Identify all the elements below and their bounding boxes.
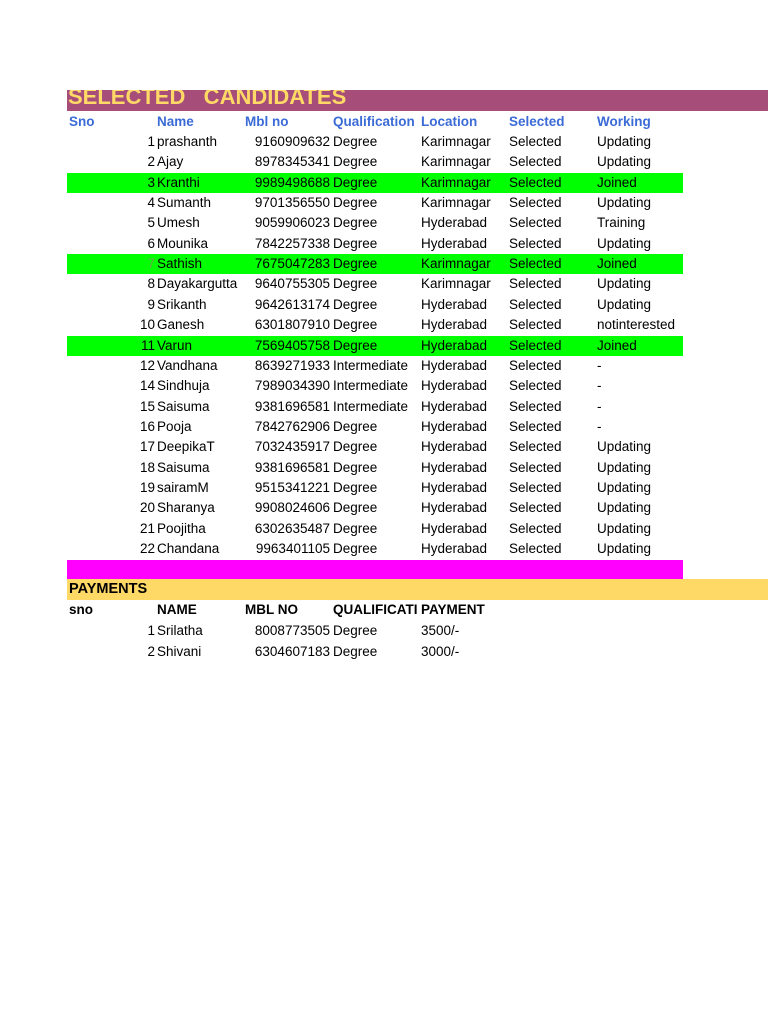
payment-cell-qualification: Degree (333, 644, 378, 659)
cell-name: Sathish (157, 256, 203, 271)
cell-name: Chandana (157, 541, 220, 556)
cell-mobile: 9989498688 (254, 175, 330, 190)
cell-location: Hyderabad (421, 378, 488, 393)
header-location: Location (421, 114, 478, 129)
cell-selected: Selected (509, 195, 562, 210)
cell-sno: 11 (140, 338, 155, 353)
cell-working: Updating (597, 541, 652, 556)
cell-location: Hyderabad (421, 521, 488, 536)
payments-title: PAYMENTS (69, 581, 148, 597)
title-bar (67, 90, 768, 111)
cell-mobile: 7989034390 (254, 378, 330, 393)
cell-location: Hyderabad (421, 480, 488, 495)
cell-selected: Selected (509, 439, 562, 454)
cell-working: Updating (597, 439, 652, 454)
cell-name: Sharanya (157, 500, 215, 515)
cell-working: Updating (597, 480, 652, 495)
separator-bar (67, 560, 683, 579)
cell-mobile: 8978345341 (254, 154, 330, 169)
cell-name: Ganesh (157, 317, 205, 332)
cell-sno: 19 (139, 480, 155, 495)
cell-sno: 22 (139, 541, 155, 556)
cell-location: Hyderabad (421, 236, 488, 251)
cell-working: Joined (597, 175, 637, 190)
cell-sno: 2 (147, 154, 155, 169)
cell-working: Updating (597, 460, 652, 475)
cell-name: Saisuma (157, 460, 210, 475)
cell-sno: 16 (139, 419, 155, 434)
cell-mobile: 9908024606 (254, 500, 330, 515)
payment-cell-amount: 3500/- (421, 623, 460, 638)
cell-sno: 1 (147, 134, 155, 149)
cell-working: Updating (597, 154, 652, 169)
cell-name: sairamM (157, 480, 209, 495)
cell-qualification: Degree (333, 338, 378, 353)
cell-name: Sumanth (157, 195, 212, 210)
cell-qualification: Degree (333, 317, 378, 332)
cell-working: Updating (597, 236, 652, 251)
cell-mobile: 6301807910 (254, 317, 330, 332)
cell-mobile: 9642613174 (254, 297, 330, 312)
cell-sno: 8 (147, 276, 155, 291)
cell-name: Kranthi (157, 175, 200, 190)
cell-selected: Selected (509, 460, 562, 475)
payment-cell-mobile: 6304607183 (254, 644, 330, 659)
cell-sno: 5 (147, 215, 155, 230)
cell-sno: 20 (139, 500, 155, 515)
cell-selected: Selected (509, 500, 562, 515)
cell-sno: 12 (139, 358, 155, 373)
payment-cell-name: Srilatha (157, 623, 203, 638)
cell-working: Updating (597, 297, 652, 312)
cell-qualification: Degree (333, 419, 378, 434)
cell-mobile: 8639271933 (254, 358, 330, 373)
payment-cell-qualification: Degree (333, 623, 378, 638)
cell-sno: 21 (139, 521, 155, 536)
cell-selected: Selected (509, 338, 562, 353)
cell-name: Poojitha (157, 521, 206, 536)
cell-name: Dayakargutta (157, 276, 238, 291)
cell-qualification: Degree (333, 134, 378, 149)
cell-name: DeepikaT (157, 439, 215, 454)
cell-qualification: Degree (333, 521, 378, 536)
cell-qualification: Intermediate (333, 378, 409, 393)
header-sno: Sno (69, 114, 95, 129)
cell-name: Mounika (157, 236, 209, 251)
cell-name: Sindhuja (157, 378, 210, 393)
cell-location: Karimnagar (421, 276, 491, 291)
cell-sno: 6 (147, 236, 155, 251)
cell-location: Karimnagar (421, 134, 491, 149)
cell-location: Hyderabad (421, 419, 488, 434)
payment-cell-sno: 2 (147, 644, 155, 659)
cell-qualification: Degree (333, 460, 378, 475)
cell-sno: 10 (139, 317, 155, 332)
cell-mobile: 7032435917 (254, 439, 330, 454)
cell-selected: Selected (509, 317, 562, 332)
cell-working: Joined (597, 338, 637, 353)
cell-location: Hyderabad (421, 338, 488, 353)
cell-mobile: 9515341221 (254, 480, 330, 495)
cell-location: Hyderabad (421, 439, 488, 454)
cell-name: Varun (157, 338, 193, 353)
cell-location: Karimnagar (421, 175, 491, 190)
cell-location: Hyderabad (421, 460, 488, 475)
cell-qualification: Degree (333, 480, 378, 495)
cell-location: Karimnagar (421, 195, 491, 210)
cell-qualification: Intermediate (333, 358, 409, 373)
cell-sno: 9 (147, 297, 155, 312)
cell-name: prashanth (157, 134, 218, 149)
cell-qualification: Degree (333, 500, 378, 515)
cell-location: Karimnagar (421, 154, 491, 169)
cell-selected: Selected (509, 175, 562, 190)
cell-selected: Selected (509, 154, 562, 169)
cell-selected: Selected (509, 297, 562, 312)
payments-header-qualification: QUALIFICATI (333, 602, 418, 617)
cell-qualification: Intermediate (333, 399, 409, 414)
cell-sno: 14 (139, 378, 155, 393)
cell-name: Umesh (157, 215, 200, 230)
cell-selected: Selected (509, 399, 562, 414)
cell-sno: 18 (139, 460, 155, 475)
cell-selected: Selected (509, 215, 562, 230)
payments-bar (67, 579, 768, 600)
cell-name: Saisuma (157, 399, 210, 414)
cell-location: Hyderabad (421, 358, 488, 373)
cell-selected: Selected (509, 358, 562, 373)
cell-qualification: Degree (333, 256, 378, 271)
cell-qualification: Degree (333, 541, 378, 556)
cell-name: Srikanth (157, 297, 207, 312)
payments-header-payment: PAYMENT (421, 602, 485, 617)
cell-name: Vandhana (157, 358, 218, 373)
cell-working: Updating (597, 521, 652, 536)
cell-location: Hyderabad (421, 297, 488, 312)
cell-name: Pooja (157, 419, 192, 434)
cell-working: - (597, 419, 602, 434)
header-working: Working (597, 114, 651, 129)
cell-location: Hyderabad (421, 215, 488, 230)
cell-qualification: Degree (333, 236, 378, 251)
payment-cell-mobile: 8008773505 (254, 623, 330, 638)
cell-working: - (597, 378, 602, 393)
cell-working: Joined (597, 256, 637, 271)
cell-qualification: Degree (333, 276, 378, 291)
cell-working: Updating (597, 134, 652, 149)
cell-working: notinterested (597, 317, 676, 332)
cell-mobile: 7842257338 (254, 236, 330, 251)
cell-qualification: Degree (333, 215, 378, 230)
cell-working: Updating (597, 195, 652, 210)
cell-location: Karimnagar (421, 256, 491, 271)
cell-selected: Selected (509, 480, 562, 495)
cell-sno: 4 (147, 195, 155, 210)
cell-working: Updating (597, 276, 652, 291)
cell-sno: 7 (147, 256, 155, 271)
payments-header-name: NAME (157, 602, 197, 617)
cell-sno: 15 (139, 399, 155, 414)
cell-name: Ajay (157, 154, 184, 169)
cell-mobile: 9963401105 (255, 541, 330, 556)
cell-qualification: Degree (333, 297, 378, 312)
cell-location: Hyderabad (421, 541, 488, 556)
cell-mobile: 7842762906 (254, 419, 330, 434)
cell-working: Updating (597, 500, 652, 515)
cell-selected: Selected (509, 541, 562, 556)
cell-selected: Selected (509, 236, 562, 251)
cell-sno: 17 (139, 439, 155, 454)
cell-location: Hyderabad (421, 317, 488, 332)
cell-sno: 3 (147, 175, 155, 190)
payment-cell-sno: 1 (147, 623, 155, 638)
cell-mobile: 9381696581 (254, 460, 330, 475)
cell-selected: Selected (509, 378, 562, 393)
header-mbl: Mbl no (245, 114, 289, 129)
cell-location: Hyderabad (421, 500, 488, 515)
payment-cell-name: Shivani (157, 644, 202, 659)
cell-qualification: Degree (333, 175, 378, 190)
payments-header-sno: sno (69, 602, 94, 617)
payments-header-mbl: MBL NO (245, 602, 298, 617)
cell-working: - (597, 399, 602, 414)
header-name: Name (157, 114, 194, 129)
sheet-title: SELECTED CANDIDATES (68, 90, 347, 109)
payment-cell-amount: 3000/- (421, 644, 460, 659)
cell-selected: Selected (509, 256, 562, 271)
cell-mobile: 9640755305 (254, 276, 330, 291)
cell-qualification: Degree (333, 439, 378, 454)
cell-selected: Selected (509, 134, 562, 149)
cell-selected: Selected (509, 521, 562, 536)
cell-mobile: 7569405758 (254, 338, 330, 353)
header-qualification: Qualification (333, 114, 415, 129)
cell-qualification: Degree (333, 154, 378, 169)
cell-mobile: 6302635487 (254, 521, 330, 536)
cell-mobile: 9701356550 (254, 195, 330, 210)
header-selected: Selected (509, 114, 565, 129)
cell-location: Hyderabad (421, 399, 488, 414)
cell-working: Training (597, 215, 646, 230)
cell-mobile: 7675047283 (254, 256, 330, 271)
cell-selected: Selected (509, 419, 562, 434)
cell-qualification: Degree (333, 195, 378, 210)
cell-working: - (597, 358, 602, 373)
cell-mobile: 9160909632 (254, 134, 330, 149)
cell-mobile: 9381696581 (254, 399, 330, 414)
cell-mobile: 9059906023 (254, 215, 330, 230)
cell-selected: Selected (509, 276, 562, 291)
